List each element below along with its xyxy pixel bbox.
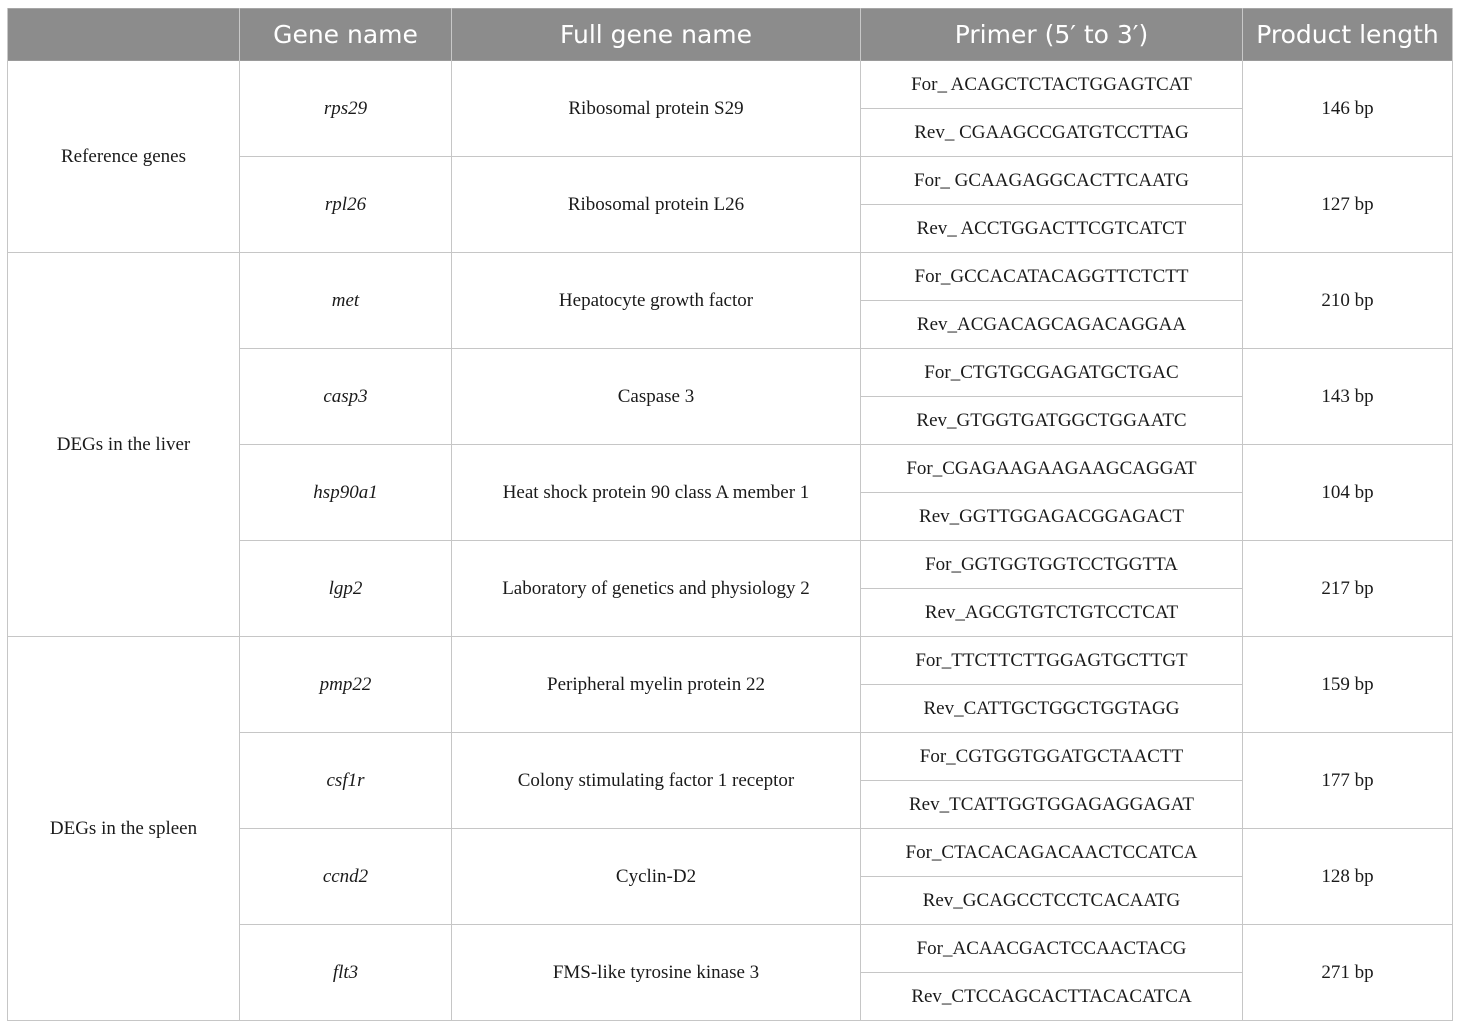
reverse-primer-cell: Rev_TCATTGGTGGAGAGGAGAT <box>861 781 1243 829</box>
reverse-primer-cell: Rev_CTCCAGCACTTACACATCA <box>861 973 1243 1021</box>
reverse-primer-cell: Rev_AGCGTGTCTGTCCTCAT <box>861 589 1243 637</box>
gene-name-cell: rpl26 <box>240 157 452 253</box>
reverse-primer-cell: Rev_GGTTGGAGACGGAGACT <box>861 493 1243 541</box>
forward-primer-cell: For_TTCTTCTTGGAGTGCTTGT <box>861 637 1243 685</box>
header-product-length: Product length <box>1243 9 1453 61</box>
product-length-cell: 146 bp <box>1243 61 1453 157</box>
full-gene-name-cell: Peripheral myelin protein 22 <box>452 637 861 733</box>
forward-primer-cell: For_ ACAGCTCTACTGGAGTCAT <box>861 61 1243 109</box>
table-row <box>8 637 1453 685</box>
product-length-cell: 217 bp <box>1243 541 1453 637</box>
reverse-primer-cell: Rev_ACGACAGCAGACAGGAA <box>861 301 1243 349</box>
forward-primer-cell: For_GGTGGTGGTCCTGGTTA <box>861 541 1243 589</box>
full-gene-name-cell: FMS-like tyrosine kinase 3 <box>452 925 861 1021</box>
group-label: Reference genes <box>8 61 240 253</box>
table-body <box>8 61 1453 1021</box>
forward-primer-cell: For_ACAACGACTCCAACTACG <box>861 925 1243 973</box>
full-gene-name-cell: Cyclin-D2 <box>452 829 861 925</box>
reverse-primer-cell: Rev_ CGAAGCCGATGTCCTTAG <box>861 109 1243 157</box>
full-gene-name-cell: Hepatocyte growth factor <box>452 253 861 349</box>
forward-primer-cell: For_CGAGAAGAAGAAGCAGGAT <box>861 445 1243 493</box>
gene-name-cell: pmp22 <box>240 637 452 733</box>
full-gene-name-cell: Ribosomal protein L26 <box>452 157 861 253</box>
header-row <box>8 9 1453 61</box>
primer-table <box>7 8 1453 1021</box>
gene-name-cell: ccnd2 <box>240 829 452 925</box>
gene-name-cell: flt3 <box>240 925 452 1021</box>
reverse-primer-cell: Rev_ ACCTGGACTTCGTCATCT <box>861 205 1243 253</box>
gene-name-cell: hsp90a1 <box>240 445 452 541</box>
gene-name-cell: casp3 <box>240 349 452 445</box>
table-row <box>8 61 1453 109</box>
forward-primer-cell: For_CTGTGCGAGATGCTGAC <box>861 349 1243 397</box>
product-length-cell: 210 bp <box>1243 253 1453 349</box>
forward-primer-cell: For_ GCAAGAGGCACTTCAATG <box>861 157 1243 205</box>
gene-name-cell: lgp2 <box>240 541 452 637</box>
product-length-cell: 104 bp <box>1243 445 1453 541</box>
gene-name-cell: csf1r <box>240 733 452 829</box>
full-gene-name-cell: Caspase 3 <box>452 349 861 445</box>
forward-primer-cell: For_CTACACAGACAACTCCATCA <box>861 829 1243 877</box>
header-gene-name: Gene name <box>240 9 452 61</box>
full-gene-name-cell: Colony stimulating factor 1 receptor <box>452 733 861 829</box>
gene-name-cell: rps29 <box>240 61 452 157</box>
product-length-cell: 271 bp <box>1243 925 1453 1021</box>
full-gene-name-cell: Heat shock protein 90 class A member 1 <box>452 445 861 541</box>
header-full-gene-name: Full gene name <box>452 9 861 61</box>
table-header <box>8 9 1453 61</box>
full-gene-name-cell: Ribosomal protein S29 <box>452 61 861 157</box>
forward-primer-cell: For_GCCACATACAGGTTCTCTT <box>861 253 1243 301</box>
product-length-cell: 159 bp <box>1243 637 1453 733</box>
gene-name-cell: met <box>240 253 452 349</box>
header-primer: Primer (5′ to 3′) <box>861 9 1243 61</box>
header-group <box>8 9 240 61</box>
product-length-cell: 127 bp <box>1243 157 1453 253</box>
group-label: DEGs in the liver <box>8 253 240 637</box>
product-length-cell: 177 bp <box>1243 733 1453 829</box>
reverse-primer-cell: Rev_GCAGCCTCCTCACAATG <box>861 877 1243 925</box>
product-length-cell: 128 bp <box>1243 829 1453 925</box>
product-length-cell: 143 bp <box>1243 349 1453 445</box>
reverse-primer-cell: Rev_GTGGTGATGGCTGGAATC <box>861 397 1243 445</box>
full-gene-name-cell: Laboratory of genetics and physiology 2 <box>452 541 861 637</box>
group-label: DEGs in the spleen <box>8 637 240 1021</box>
forward-primer-cell: For_CGTGGTGGATGCTAACTT <box>861 733 1243 781</box>
table-row <box>8 253 1453 301</box>
reverse-primer-cell: Rev_CATTGCTGGCTGGTAGG <box>861 685 1243 733</box>
